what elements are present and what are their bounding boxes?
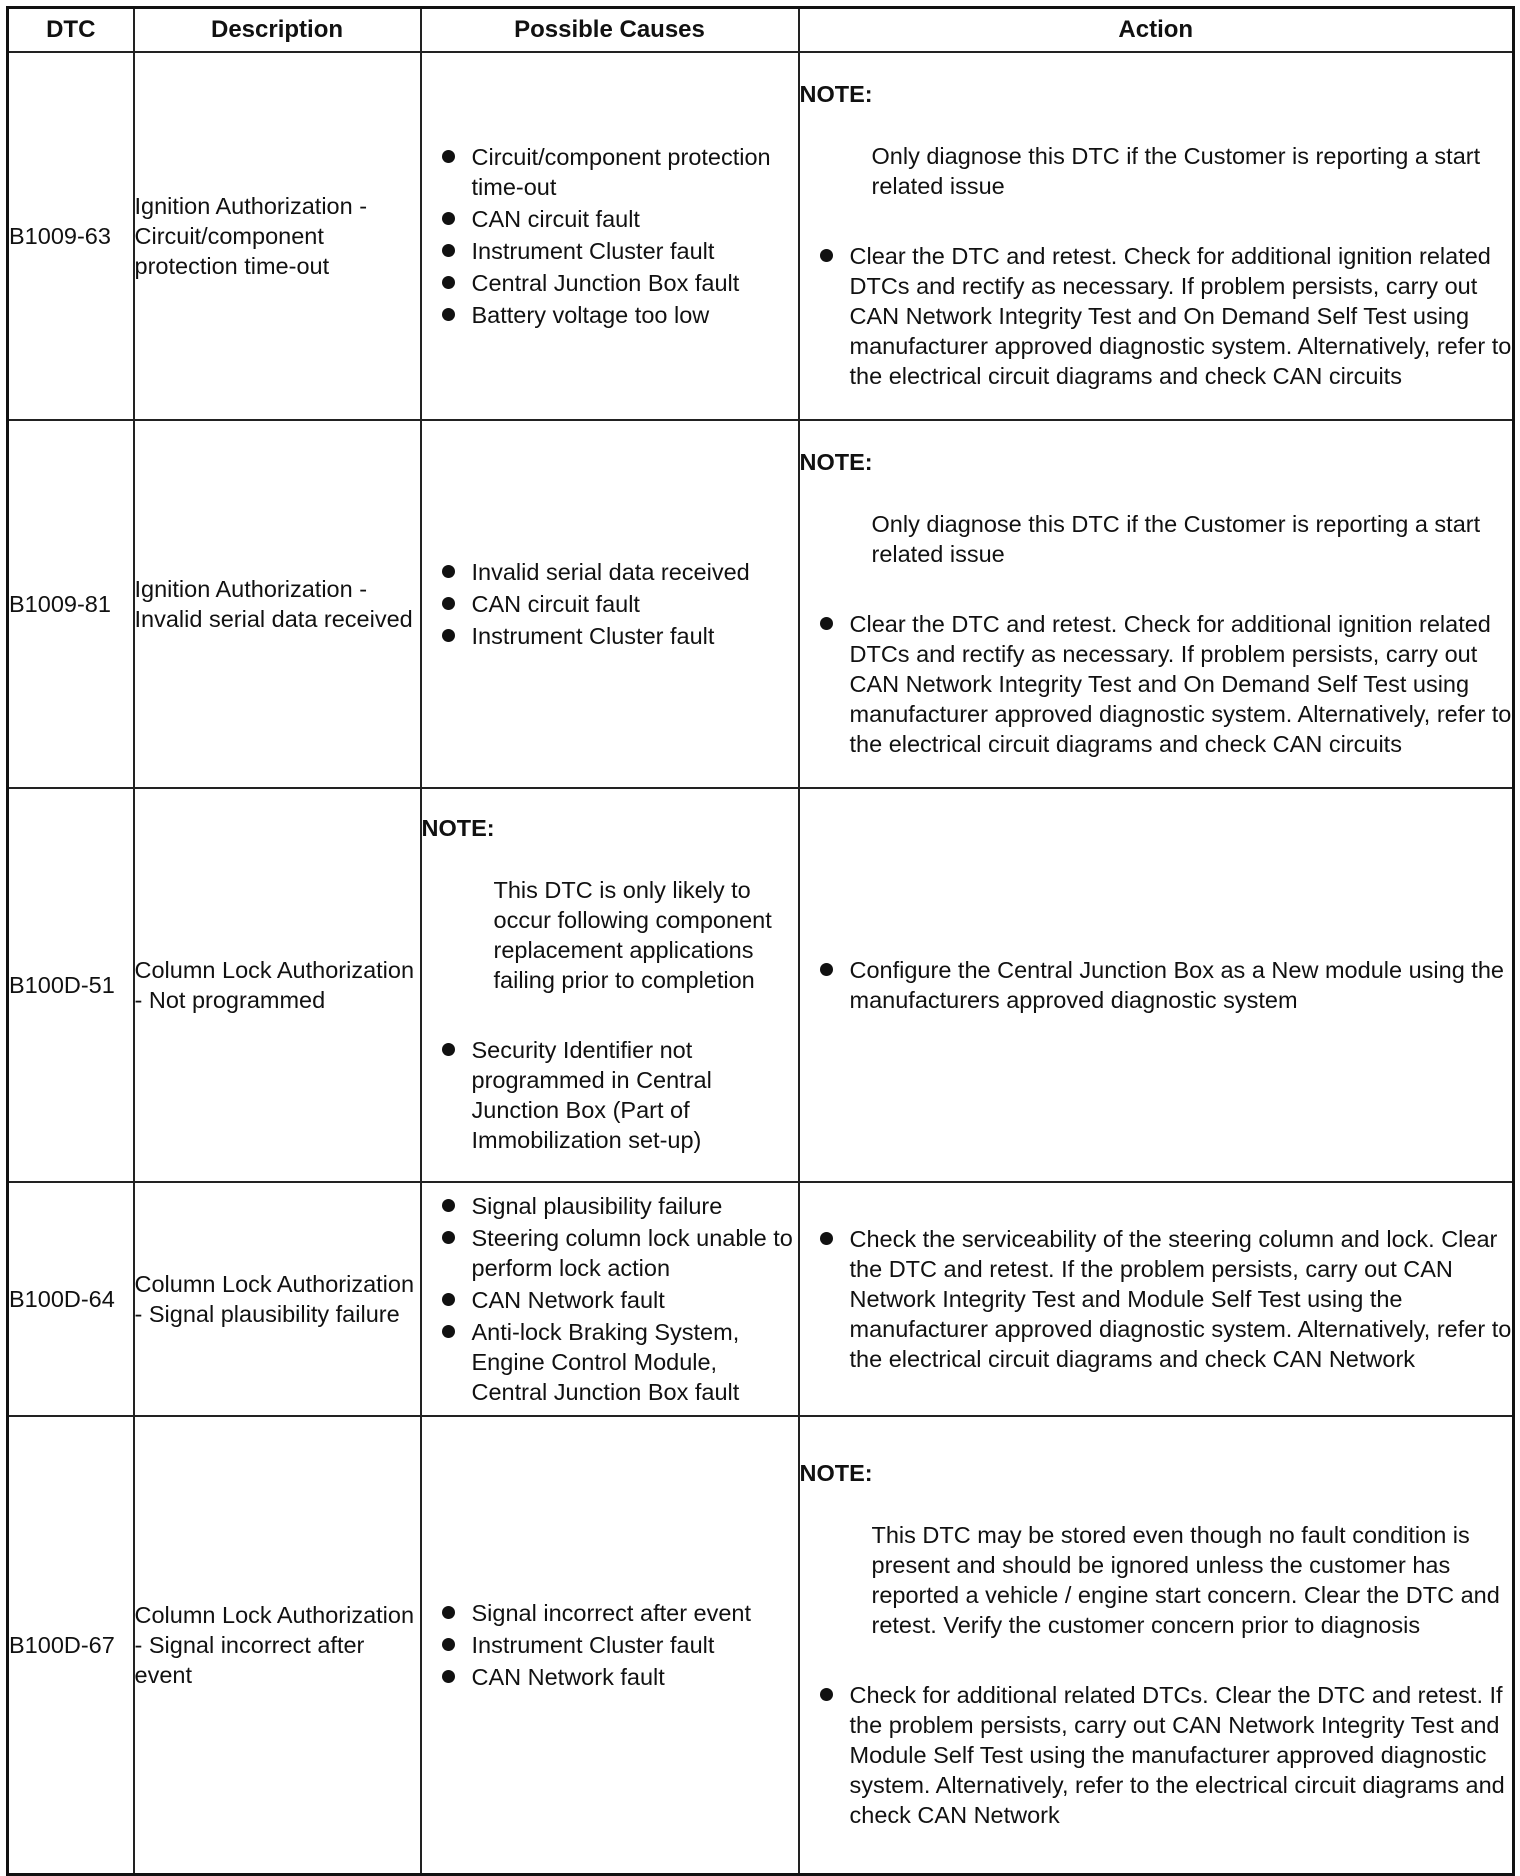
dtc-table	[6, 6, 1515, 1876]
cause-item: Instrument Cluster fault	[422, 236, 798, 266]
cause-item: Invalid serial data received	[422, 557, 798, 587]
table-row	[8, 52, 1514, 420]
action-cell	[799, 1182, 1514, 1416]
note-text: This DTC may be stored even though no fault condition is present and should be ignored unless the customer has reported a vehicle / engine start concern. Clear the DTC and retest. Verify the customer concern prior to diagnosis	[871, 1522, 1500, 1638]
dtc-code: B100D-51	[8, 788, 134, 1182]
note-text: Only diagnose this DTC if the Customer is reporting a start related issue	[871, 143, 1481, 199]
dtc-description: Column Lock Authorization - Signal incorrect after event	[134, 1416, 421, 1875]
cause-item: CAN Network fault	[422, 1662, 798, 1692]
bullet-icon	[442, 1638, 455, 1651]
cause-item: Circuit/component protection time-out	[422, 142, 798, 202]
table-row	[8, 1416, 1514, 1875]
action-list	[800, 1224, 1513, 1374]
action-item: Clear the DTC and retest. Check for additional ignition related DTCs and rectify as necessary. If problem persists, carry out CAN Network Integrity Test and On Demand Self Test using manufacturer approved diagnostic system. Alternatively, refer to the electrical circuit diagrams and check CAN circuits	[800, 609, 1513, 759]
cause-item: Instrument Cluster fault	[422, 621, 798, 651]
bullet-icon	[442, 244, 455, 257]
bullet-icon	[442, 212, 455, 225]
cause-item: Signal incorrect after event	[422, 1598, 798, 1628]
action-item: Check for additional related DTCs. Clear the DTC and retest. If the problem persists, carry out CAN Network Integrity Test and Module Self Test using the manufacturer approved diagnostic system. Alternatively, refer to the electrical circuit diagrams and check CAN Network	[800, 1680, 1513, 1830]
cause-item: CAN circuit fault	[422, 589, 798, 619]
bullet-icon	[442, 1199, 455, 1212]
action-list	[800, 955, 1513, 1015]
dtc-description: Ignition Authorization - Circuit/component protection time-out	[134, 52, 421, 420]
cause-item: Central Junction Box fault	[422, 268, 798, 298]
action-list	[800, 1680, 1513, 1830]
action-cell	[799, 1416, 1514, 1875]
cause-item: Security Identifier not programmed in Central Junction Box (Part of Immobilization set-up)	[422, 1035, 798, 1155]
table-row	[8, 420, 1514, 788]
dtc-code: B1009-81	[8, 420, 134, 788]
bullet-icon	[820, 249, 833, 262]
action-item: Check the serviceability of the steering column and lock. Clear the DTC and retest. If the problem persists, carry out CAN Network Integrity Test and Module Self Test using the manufacturer approved diagnostic system. Alternatively, refer to the electrical circuit diagrams and check CAN Network	[800, 1224, 1513, 1374]
table-row	[8, 788, 1514, 1182]
note-label: NOTE:	[799, 1460, 873, 1486]
bullet-icon	[442, 565, 455, 578]
action-cell	[799, 52, 1514, 420]
possible-causes-list	[422, 1191, 798, 1407]
bullet-icon	[442, 1325, 455, 1338]
possible-causes-cell	[421, 420, 799, 788]
cause-item: Anti-lock Braking System, Engine Control Module, Central Junction Box fault	[422, 1317, 798, 1407]
note-text: Only diagnose this DTC if the Customer is reporting a start related issue	[871, 511, 1481, 567]
action-cell	[799, 788, 1514, 1182]
action-item: Configure the Central Junction Box as a New module using the manufacturers approved diagnostic system	[800, 955, 1513, 1015]
possible-causes-list	[422, 1035, 798, 1155]
header-action: Action	[799, 8, 1514, 53]
action-list	[800, 609, 1513, 759]
dtc-description: Ignition Authorization - Invalid serial data received	[134, 420, 421, 788]
action-list	[800, 241, 1513, 391]
cause-item: CAN Network fault	[422, 1285, 798, 1315]
possible-causes-cell	[421, 52, 799, 420]
bullet-icon	[442, 1043, 455, 1056]
bullet-icon	[442, 276, 455, 289]
note-text: This DTC is only likely to occur following component replacement applications failing prior to completion	[493, 877, 772, 993]
action-item: Clear the DTC and retest. Check for additional ignition related DTCs and rectify as necessary. If problem persists, carry out CAN Network Integrity Test and On Demand Self Test using manufacturer approved diagnostic system. Alternatively, refer to the electrical circuit diagrams and check CAN circuits	[800, 241, 1513, 391]
action-cell	[799, 420, 1514, 788]
bullet-icon	[442, 308, 455, 321]
dtc-description: Column Lock Authorization - Signal plausibility failure	[134, 1182, 421, 1416]
cause-item: Signal plausibility failure	[422, 1191, 798, 1221]
note-label: NOTE:	[799, 449, 873, 475]
possible-causes-cell	[421, 1182, 799, 1416]
dtc-description: Column Lock Authorization - Not programmed	[134, 788, 421, 1182]
header-description: Description	[134, 8, 421, 53]
dtc-code: B1009-63	[8, 52, 134, 420]
possible-causes-list	[422, 1598, 798, 1692]
bullet-icon	[442, 629, 455, 642]
bullet-icon	[820, 1232, 833, 1245]
possible-causes-list	[422, 142, 798, 330]
header-dtc: DTC	[8, 8, 134, 53]
bullet-icon	[442, 1670, 455, 1683]
dtc-code: B100D-64	[8, 1182, 134, 1416]
bullet-icon	[442, 597, 455, 610]
bullet-icon	[442, 1293, 455, 1306]
possible-causes-cell	[421, 1416, 799, 1875]
bullet-icon	[820, 1688, 833, 1701]
bullet-icon	[442, 150, 455, 163]
cause-item: Steering column lock unable to perform lock action	[422, 1223, 798, 1283]
possible-causes-list	[422, 557, 798, 651]
bullet-icon	[820, 963, 833, 976]
cause-item: Battery voltage too low	[422, 300, 798, 330]
note-label: NOTE:	[421, 815, 495, 841]
possible-causes-cell	[421, 788, 799, 1182]
cause-item: CAN circuit fault	[422, 204, 798, 234]
bullet-icon	[442, 1231, 455, 1244]
note-label: NOTE:	[799, 81, 873, 107]
table-row	[8, 1182, 1514, 1416]
bullet-icon	[820, 617, 833, 630]
table-header-row	[8, 8, 1514, 53]
header-possible-causes: Possible Causes	[421, 8, 799, 53]
bullet-icon	[442, 1606, 455, 1619]
dtc-code: B100D-67	[8, 1416, 134, 1875]
cause-item: Instrument Cluster fault	[422, 1630, 798, 1660]
